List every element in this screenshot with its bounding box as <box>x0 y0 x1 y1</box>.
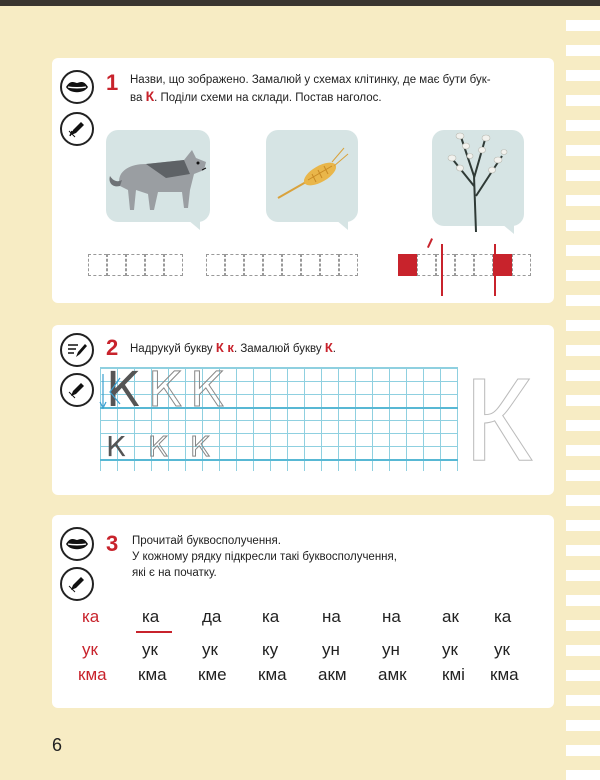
scheme-cell[interactable] <box>126 254 145 276</box>
syllable-item[interactable]: кме <box>198 665 227 684</box>
stroke-arrow-icon <box>98 372 128 412</box>
syllable-item[interactable]: ун <box>382 640 400 659</box>
scheme-cell[interactable] <box>455 254 474 276</box>
grid-letter-small-sample: К <box>106 430 126 463</box>
word-scheme-1[interactable] <box>88 254 183 276</box>
syllable-item[interactable]: кмі <box>442 665 465 684</box>
stress-mark <box>427 238 433 248</box>
task-3-card <box>52 515 554 708</box>
print-letter-icon <box>60 333 94 367</box>
wheat-picture <box>266 130 358 222</box>
scheme-cell[interactable] <box>206 254 225 276</box>
scheme-cell[interactable] <box>512 254 531 276</box>
scheme-cell[interactable] <box>339 254 358 276</box>
scheme-cell[interactable] <box>301 254 320 276</box>
task-2-card <box>52 325 554 495</box>
pencil-icon <box>60 373 94 407</box>
syllable-divider <box>441 244 443 296</box>
syllable-item[interactable]: ка <box>262 607 280 626</box>
task-1-card <box>52 58 554 303</box>
wolf-icon <box>106 130 210 222</box>
grid-letter-small-trace[interactable]: К <box>148 430 168 463</box>
word-scheme-2[interactable] <box>206 254 358 276</box>
syllable-item[interactable]: ук <box>494 640 510 659</box>
scheme-cell[interactable] <box>417 254 436 276</box>
task-1-number: 1 <box>106 70 119 95</box>
syllable-item[interactable]: ка <box>494 607 512 626</box>
syllable-item[interactable]: ак <box>442 607 459 626</box>
row-sample: ук <box>82 640 98 659</box>
syllable-item[interactable]: ук <box>142 640 158 659</box>
task-3-number: 3 <box>106 531 119 556</box>
wolf-picture <box>106 130 210 222</box>
scheme-cell[interactable] <box>282 254 301 276</box>
scheme-cell[interactable] <box>436 254 455 276</box>
top-bar <box>0 0 600 6</box>
syllable-item[interactable]: ка <box>142 607 160 626</box>
pencil-icon <box>60 112 94 146</box>
grid-letter-trace[interactable]: К <box>148 362 183 418</box>
syllable-item[interactable]: ун <box>322 640 340 659</box>
syllable-item[interactable]: кма <box>490 665 519 684</box>
syllable-item[interactable]: кма <box>258 665 287 684</box>
wheat-ear-icon <box>266 130 358 222</box>
lips-icon <box>60 527 94 561</box>
syllable-item[interactable]: акм <box>318 665 347 684</box>
task-1-instructions: Назви, що зображено. Замалюй у схемах клітинку, де має бути бук- ва К. Поділи схеми на склади. Постав наголос. <box>130 74 491 104</box>
scheme-cell[interactable] <box>88 254 107 276</box>
row-sample: кма <box>78 665 107 684</box>
syllable-item[interactable]: ку <box>262 640 279 659</box>
scheme-cell[interactable] <box>164 254 183 276</box>
scheme-cell[interactable] <box>320 254 339 276</box>
syllable-row-2 <box>52 640 554 666</box>
lips-icon <box>60 70 94 104</box>
syllable-item[interactable]: на <box>382 607 401 626</box>
syllable-item[interactable]: амк <box>378 665 407 684</box>
syllable-item[interactable]: кма <box>138 665 167 684</box>
row-sample: ка <box>82 607 100 626</box>
grid-letter-sample: К <box>106 362 141 418</box>
syllable-item[interactable]: ук <box>202 640 218 659</box>
scheme-cell[interactable] <box>107 254 126 276</box>
scheme-cell[interactable] <box>474 254 493 276</box>
word-scheme-3[interactable] <box>398 254 531 276</box>
grid-letter-trace[interactable]: К <box>190 362 225 418</box>
willow-branch-icon <box>430 116 526 236</box>
task-2-number: 2 <box>106 335 119 360</box>
task-3-instructions: Прочитай буквосполучення. У кожному рядку підкресли такі буквосполучення, які є на початку. <box>132 535 397 579</box>
syllable-divider <box>494 244 496 296</box>
scheme-cell[interactable] <box>225 254 244 276</box>
notebook-edge-stripes <box>566 6 600 780</box>
scheme-cell[interactable] <box>145 254 164 276</box>
task-2-instructions: Надрукуй букву К к. Замалюй букву К. <box>130 340 336 355</box>
syllable-row-3 <box>52 665 554 691</box>
syllable-item[interactable]: на <box>322 607 341 626</box>
example-underline <box>136 631 172 633</box>
scheme-cell-filled[interactable] <box>398 254 417 276</box>
syllable-item[interactable]: да <box>202 607 222 626</box>
scheme-cell[interactable] <box>263 254 282 276</box>
writing-grid[interactable] <box>100 362 458 471</box>
willow-picture <box>432 130 524 226</box>
pencil-icon <box>60 567 94 601</box>
big-letter-outline[interactable]: К <box>464 354 533 486</box>
scheme-cell[interactable] <box>244 254 263 276</box>
grid-letter-small-trace[interactable]: К <box>190 430 210 463</box>
syllable-row-1 <box>52 607 554 633</box>
page-number: 6 <box>52 735 63 755</box>
syllable-item[interactable]: ук <box>442 640 458 659</box>
